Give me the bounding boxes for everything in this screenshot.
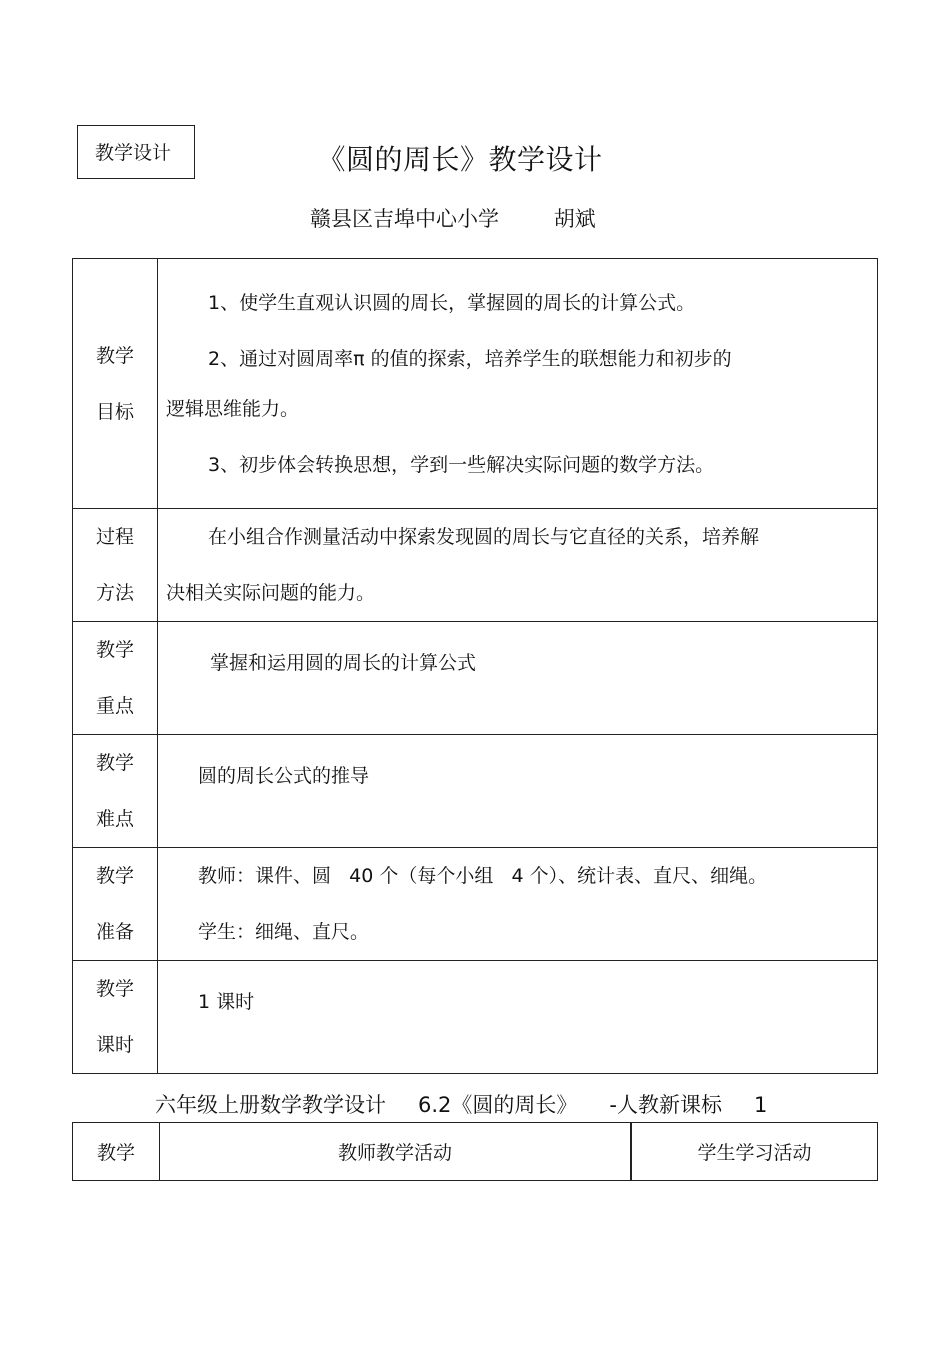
goal-line-2: 2、通过对圆周率π 的值的探索，培养学生的联想能力和初步的	[208, 347, 732, 370]
footer-part: -人教新课标	[609, 1093, 722, 1117]
goal-line-2-cont: 逻辑思维能力。	[166, 397, 300, 420]
activity-table	[72, 1122, 878, 1181]
author-line	[310, 203, 596, 233]
row-label: 教学 课时	[73, 961, 158, 1074]
row-duration	[73, 961, 878, 1074]
activity-header-teacher: 教师教学活动	[160, 1123, 632, 1181]
author-name: 胡斌	[553, 207, 596, 231]
footer-part: 6.2《圆的周长》	[418, 1093, 578, 1117]
prep-student: 学生：细绳、直尺。	[198, 921, 370, 943]
document-title: 《圆的周长》教学设计	[317, 143, 603, 176]
duration-text: 1 课时	[198, 991, 255, 1013]
row-goals	[73, 259, 878, 509]
row-preparation	[73, 848, 878, 961]
row-label: 教学 准备	[73, 848, 158, 961]
process-line-1: 在小组合作测量活动中探索发现圆的周长与它直径的关系，培养解	[208, 526, 760, 548]
row-label: 教学 难点	[73, 735, 158, 848]
row-content	[158, 509, 878, 622]
row-label: 过程 方法	[73, 509, 158, 622]
row-content	[158, 961, 878, 1074]
goal-line-3: 3、初步体会转换思想，学到一些解决实际问题的数学方法。	[208, 453, 715, 476]
footer-part: 六年级上册数学教学设计	[155, 1093, 386, 1117]
row-content	[158, 622, 878, 735]
row-content	[158, 848, 878, 961]
document-tag: 教学设计	[77, 125, 195, 179]
lesson-plan-table	[72, 258, 878, 1074]
row-difficulties	[73, 735, 878, 848]
footer-part: 1	[753, 1093, 768, 1117]
row-label: 教学 重点	[73, 622, 158, 735]
prep-teacher: 教师：课件、圆 40 个（每个小组 4 个）、统计表、直尺、细绳。	[198, 865, 768, 887]
row-content	[158, 259, 878, 509]
row-label: 教学 目标	[73, 259, 158, 509]
difficulty-text: 圆的周长公式的推导	[198, 765, 370, 787]
process-line-2: 决相关实际问题的能力。	[166, 582, 376, 604]
goal-line-1: 1、使学生直观认识圆的周长，掌握圆的周长的计算公式。	[208, 291, 696, 314]
section-heading	[155, 1089, 767, 1119]
key-point-text: 掌握和运用圆的周长的计算公式	[210, 652, 477, 674]
activity-header-stage: 教学	[73, 1123, 160, 1181]
row-key-points	[73, 622, 878, 735]
school-name: 赣县区吉埠中心小学	[310, 207, 499, 231]
row-process	[73, 509, 878, 622]
activity-header-student: 学生学习活动	[631, 1123, 878, 1181]
activity-header-row	[73, 1123, 878, 1181]
row-content	[158, 735, 878, 848]
